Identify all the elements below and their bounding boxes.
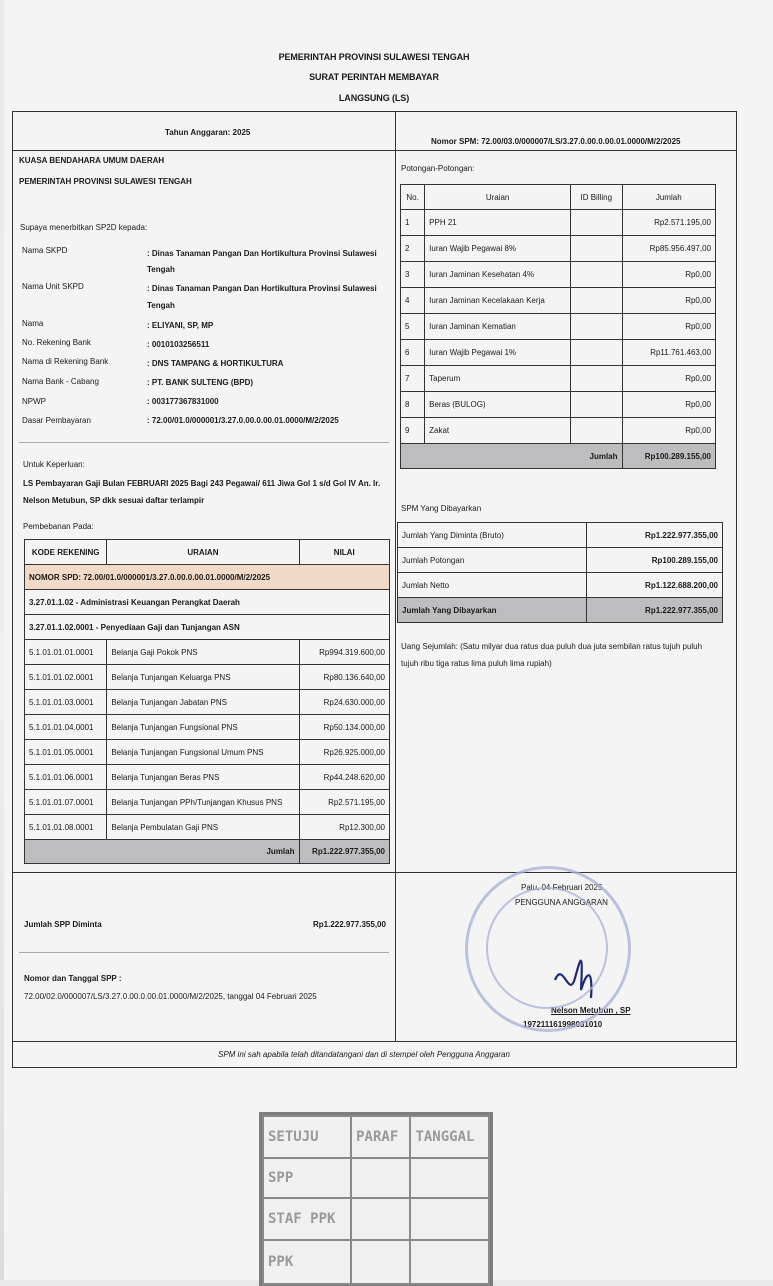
uraian-cell: Belanja Pembulatan Gaji PNS xyxy=(107,815,299,840)
field-value: : PT. BANK SULTENG (BPD) xyxy=(147,378,254,387)
kode-cell: 5.1.01.01.04.0001 xyxy=(25,715,107,740)
spm-row-value: Rp1.222.977.355,00 xyxy=(587,598,723,623)
field-value-cont: Tengah xyxy=(147,265,175,274)
table-row xyxy=(398,598,723,623)
field-label: Nama SKPD xyxy=(22,246,68,255)
field-value: : ELIYANI, SP, MP xyxy=(147,321,214,330)
uraian-cell: Belanja Tunjangan Beras PNS xyxy=(107,765,299,790)
nilai-cell: Rp44.248.620,00 xyxy=(299,765,390,790)
uraian-cell: Iuran Jaminan Kesehatan 4% xyxy=(425,262,571,288)
no-cell: 2 xyxy=(401,236,425,262)
pembebanan-label: Pembebanan Pada: xyxy=(23,522,94,531)
table-row xyxy=(25,790,390,815)
col-kode-header: KODE REKENING xyxy=(25,540,107,565)
nilai-cell: Rp994.319.600,00 xyxy=(299,640,390,665)
stamp-row-label: PPK xyxy=(263,1240,351,1284)
no-cell: 9 xyxy=(401,418,425,444)
kode-cell: 5.1.01.01.07.0001 xyxy=(25,790,107,815)
uraian-cell: Iuran Wajib Pegawai 8% xyxy=(425,236,571,262)
kuasa-label: KUASA BENDAHARA UMUM DAERAH xyxy=(19,156,165,165)
jumlah-cell: Rp0,00 xyxy=(622,392,715,418)
official-seal xyxy=(465,866,631,1032)
spm-bayar-label: SPM Yang Dibayarkan xyxy=(401,504,482,513)
table-row xyxy=(25,815,390,840)
nomor-spm: Nomor SPM: 72.00/03.0/000007/LS/3.27.0.00.0.00.01.0000/M/2/2025 xyxy=(431,137,681,146)
jumlah-cell: Rp0,00 xyxy=(622,314,715,340)
table-row xyxy=(401,236,716,262)
spm-form xyxy=(12,111,737,1068)
uraian-cell: Belanja Gaji Pokok PNS xyxy=(107,640,299,665)
jumlah-cell: Rp0,00 xyxy=(622,288,715,314)
keperluan-label: Untuk Keperluan: xyxy=(23,460,85,469)
no-cell: 3 xyxy=(401,262,425,288)
uraian-cell: Zakat xyxy=(425,418,571,444)
kode-cell: 5.1.01.01.06.0001 xyxy=(25,765,107,790)
uraian-cell: PPH 21 xyxy=(425,210,571,236)
kode-cell: 5.1.01.01.01.0001 xyxy=(25,640,107,665)
keperluan-line-2: Nelson Metubun, SP dkk sesuai daftar terlampir xyxy=(23,496,205,505)
no-cell: 6 xyxy=(401,340,425,366)
table-row xyxy=(401,366,716,392)
uraian-cell: Iuran Jaminan Kematian xyxy=(425,314,571,340)
nilai-cell: Rp50.134.000,00 xyxy=(299,715,390,740)
table-row xyxy=(398,523,723,548)
field-value: : 0010103256511 xyxy=(147,340,210,349)
jumlah-cell: Rp0,00 xyxy=(622,366,715,392)
nilai-cell: Rp26.925.000,00 xyxy=(299,740,390,765)
table-row xyxy=(398,548,723,573)
stamp-header: TANGGAL xyxy=(410,1116,489,1158)
jumlah-cell: Rp0,00 xyxy=(622,262,715,288)
kode-cell: 5.1.01.01.02.0001 xyxy=(25,665,107,690)
col-no-header: No. xyxy=(401,185,425,210)
no-cell: 5 xyxy=(401,314,425,340)
jumlah-cell: Rp85.956.497,00 xyxy=(622,236,715,262)
field-label: Nama di Rekening Bank xyxy=(22,357,109,366)
kode-cell: 5.1.01.01.08.0001 xyxy=(25,815,107,840)
uraian-cell: Taperum xyxy=(425,366,571,392)
field-label: Nama xyxy=(22,319,44,328)
field-value: : 003177367831000 xyxy=(147,397,219,406)
rekening-table xyxy=(24,539,390,864)
spm-row-label: Jumlah Netto xyxy=(398,573,587,598)
no-cell: 1 xyxy=(401,210,425,236)
uraian-cell: Iuran Wajib Pegawai 1% xyxy=(425,340,571,366)
stamp-header: SETUJU xyxy=(263,1116,351,1158)
potongan-jumlah-value: Rp100.289.155,00 xyxy=(622,444,715,469)
table-row xyxy=(401,210,716,236)
supaya-label: Supaya menerbitkan SP2D kepada: xyxy=(20,223,148,232)
jumlah-cell: Rp2.571.195,00 xyxy=(622,210,715,236)
nilai-cell: Rp12.300,00 xyxy=(299,815,390,840)
id-cell xyxy=(571,340,622,366)
uraian-cell: Beras (BULOG) xyxy=(425,392,571,418)
keperluan-line-1: LS Pembayaran Gaji Bulan FEBRUARI 2025 Bagi 243 Pegawai/ 611 Jiwa Gol 1 s/d Gol IV An. Ir. xyxy=(23,479,381,488)
table-row xyxy=(25,715,390,740)
field-label: Nama Unit SKPD xyxy=(22,282,84,291)
header-line-2: SURAT PERINTAH MEMBAYAR xyxy=(309,72,439,82)
stamp-header: PARAF xyxy=(351,1116,410,1158)
col-uraian-header: URAIAN xyxy=(107,540,299,565)
stamp-row-label: SPP xyxy=(263,1158,351,1198)
field-value: : DNS TAMPANG & HORTIKULTURA xyxy=(147,359,284,368)
spm-row-value: Rp1.122.688.200,00 xyxy=(587,573,723,598)
nilai-cell: Rp80.136.640,00 xyxy=(299,665,390,690)
id-cell xyxy=(571,392,622,418)
id-cell xyxy=(571,236,622,262)
terbilang-line-1: Uang Sejumlah: (Satu milyar dua ratus dua puluh dua juta sembilan ratus tujuh puluh xyxy=(401,642,703,651)
table-row xyxy=(401,288,716,314)
no-cell: 7 xyxy=(401,366,425,392)
penandatangan-nama: Nelson Metubun , SP xyxy=(551,1006,631,1015)
kode-cell: 5.1.01.01.05.0001 xyxy=(25,740,107,765)
tempat-tanggal: Palu, 04 Februari 2025 xyxy=(521,883,603,892)
jumlah-value: Rp1.222.977.355,00 xyxy=(299,840,390,864)
field-value: : Dinas Tanaman Pangan Dan Hortikultura Provinsi Sulawesi xyxy=(147,284,377,293)
no-cell: 8 xyxy=(401,392,425,418)
nomor-spp-value: 72.00/02.0/000007/LS/3.27.0.00.0.00.01.0000/M/2/2025, tanggal 04 Februari 2025 xyxy=(24,992,317,1001)
id-cell xyxy=(571,210,622,236)
potongan-table xyxy=(400,184,716,469)
stamp-row-label: STAF PPK xyxy=(263,1198,351,1240)
program-row: 3.27.01.1.02 - Administrasi Keuangan Perangkat Daerah xyxy=(25,590,390,615)
jumlah-label: Jumlah xyxy=(25,840,300,864)
spd-row: NOMOR SPD: 72.00/01.0/000001/3.27.0.00.0.00.01.0000/M/2/2025 xyxy=(25,565,390,590)
jumlah-spp-value: Rp1.222.977.355,00 xyxy=(313,920,386,929)
table-row xyxy=(25,765,390,790)
jumlah-spp-label: Jumlah SPP Diminta xyxy=(24,920,102,929)
jumlah-cell: Rp11.761.463,00 xyxy=(622,340,715,366)
nomor-spp-label: Nomor dan Tanggal SPP : xyxy=(24,974,122,983)
table-row xyxy=(401,262,716,288)
table-row xyxy=(401,340,716,366)
id-cell xyxy=(571,314,622,340)
header-line-3: LANGSUNG (LS) xyxy=(338,93,410,103)
id-cell xyxy=(571,288,622,314)
document-page xyxy=(4,0,773,1280)
spm-bayar-table xyxy=(397,522,723,623)
id-cell xyxy=(571,366,622,392)
field-value: : 72.00/01.0/000001/3.27.0.00.0.00.01.0000/M/2/2025 xyxy=(147,416,339,425)
col-idbilling-header: ID Billing xyxy=(571,185,622,210)
spm-row-label: Jumlah Yang Dibayarkan xyxy=(398,598,587,623)
jabatan: PENGGUNA ANGGARAN xyxy=(515,898,608,907)
field-label: Dasar Pembayaran xyxy=(22,416,91,425)
table-row xyxy=(25,640,390,665)
potongan-jumlah-label: Jumlah xyxy=(401,444,623,469)
field-value: : Dinas Tanaman Pangan Dan Hortikultura Provinsi Sulawesi xyxy=(147,249,377,258)
uraian-cell: Belanja Tunjangan Jabatan PNS xyxy=(107,690,299,715)
uraian-cell: Belanja Tunjangan Fungsional PNS xyxy=(107,715,299,740)
potongan-label: Potongan-Potongan: xyxy=(401,164,475,173)
field-label: NPWP xyxy=(22,397,46,406)
field-label: Nama Bank - Cabang xyxy=(22,377,99,386)
uraian-cell: Belanja Tunjangan PPh/Tunjangan Khusus PNS xyxy=(107,790,299,815)
kode-cell: 5.1.01.01.03.0001 xyxy=(25,690,107,715)
id-cell xyxy=(571,418,622,444)
table-row xyxy=(25,690,390,715)
approval-stamp xyxy=(259,1112,493,1286)
nilai-cell: Rp2.571.195,00 xyxy=(299,790,390,815)
col-uraian-header: Uraian xyxy=(425,185,571,210)
table-row xyxy=(401,392,716,418)
footer-note: SPM ini sah apabila telah ditandatangani dan di stempel oleh Pengguna Anggaran xyxy=(218,1050,510,1059)
id-cell xyxy=(571,262,622,288)
tahun-anggaran: Tahun Anggaran: 2025 xyxy=(165,128,251,137)
pemprov-label: PEMERINTAH PROVINSI SULAWESI TENGAH xyxy=(19,177,192,186)
kegiatan-row: 3.27.01.1.02.0001 - Penyediaan Gaji dan Tunjangan ASN xyxy=(25,615,390,640)
spm-row-value: Rp1.222.977.355,00 xyxy=(587,523,723,548)
table-row xyxy=(401,314,716,340)
nilai-cell: Rp24.630.000,00 xyxy=(299,690,390,715)
spm-row-value: Rp100.289.155,00 xyxy=(587,548,723,573)
no-cell: 4 xyxy=(401,288,425,314)
terbilang-line-2: tujuh ribu tiga ratus lima puluh lima rupiah) xyxy=(401,659,552,668)
jumlah-cell: Rp0,00 xyxy=(622,418,715,444)
uraian-cell: Iuran Jaminan Kecelakaan Kerja xyxy=(425,288,571,314)
col-nilai-header: NILAI xyxy=(299,540,390,565)
field-label: No. Rekening Bank xyxy=(22,338,91,347)
spm-row-label: Jumlah Potongan xyxy=(398,548,587,573)
table-row xyxy=(25,665,390,690)
uraian-cell: Belanja Tunjangan Keluarga PNS xyxy=(107,665,299,690)
table-row xyxy=(25,740,390,765)
header-line-1: PEMERINTAH PROVINSI SULAWESI TENGAH xyxy=(278,52,470,62)
spm-row-label: Jumlah Yang Diminta (Bruto) xyxy=(398,523,587,548)
table-row xyxy=(401,418,716,444)
col-jumlah-header: Jumlah xyxy=(622,185,715,210)
penandatangan-nip: 197211161998031010 xyxy=(523,1020,603,1029)
uraian-cell: Belanja Tunjangan Fungsional Umum PNS xyxy=(107,740,299,765)
field-value-cont: Tengah xyxy=(147,301,175,310)
table-row xyxy=(398,573,723,598)
